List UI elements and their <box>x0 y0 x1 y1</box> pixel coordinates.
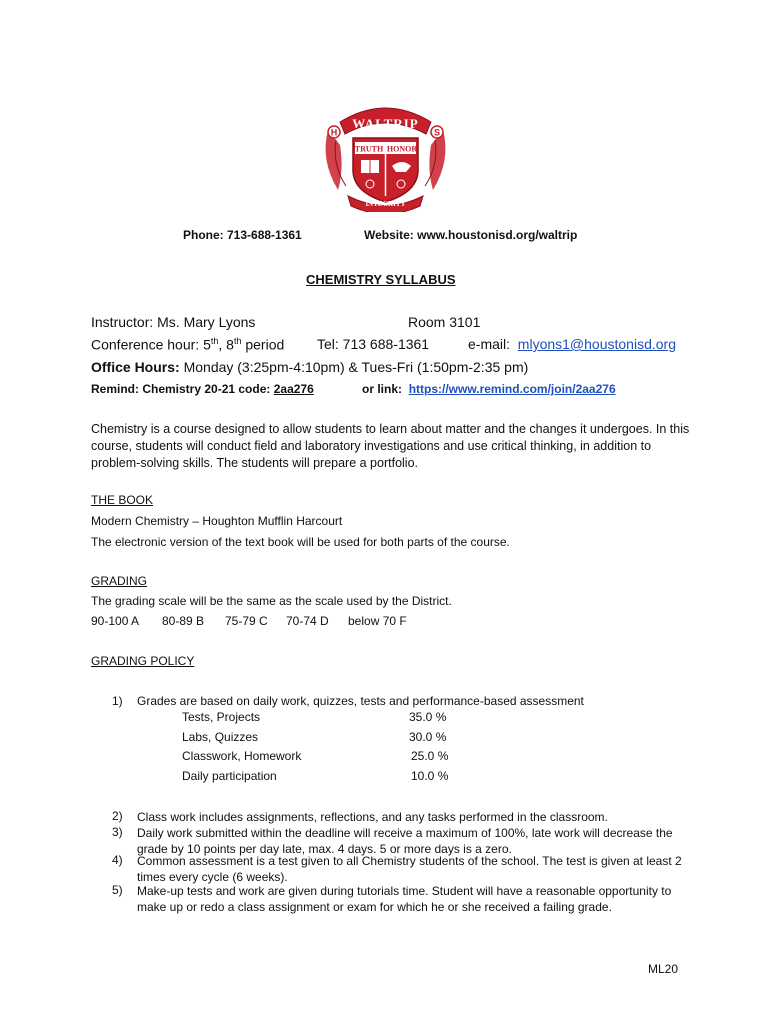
list-item: Grades are based on daily work, quizzes, tests and performance-based assessment <box>137 694 584 708</box>
remind-link-label: or link: <box>362 382 403 396</box>
crest-motto-truth: TRUTH <box>354 144 384 154</box>
list-item: Daily work submitted within the deadline will receive a maximum of 100%, late work will decrease the grade by 10 points per day late, max. 4 days. 5 or more days is a zero. <box>137 826 673 856</box>
weight-label: Daily participation <box>182 769 277 783</box>
weight-label: Labs, Quizzes <box>182 730 259 744</box>
weight-value: 35.0 % <box>409 710 447 724</box>
conference-hour <box>91 336 284 353</box>
instructor-name: Instructor: Ms. Mary Lyons <box>91 314 256 330</box>
email-label: e-mail: <box>468 336 511 352</box>
office-hours <box>91 359 528 375</box>
conference-hour-suffix: period <box>241 336 285 353</box>
school-crest-logo <box>318 100 453 212</box>
conference-sup-2: th <box>233 336 242 346</box>
grade-scale-b: 80-89 B <box>162 614 205 628</box>
conference-sup-1: th <box>210 336 219 346</box>
crest-school-name: WALTRIP <box>352 116 419 131</box>
section-heading-grading: GRADING <box>91 574 148 588</box>
grade-scale-a: 90-100 A <box>91 614 140 628</box>
weight-value: 30.0 % <box>409 730 447 744</box>
footer-code: ML20 <box>648 962 679 976</box>
remind-code: 2aa276 <box>273 382 314 396</box>
list-number: 1) <box>112 694 123 708</box>
book-note: The electronic version of the text book will be used for both parts of the course. <box>91 535 510 549</box>
room-number: Room 3101 <box>408 314 481 330</box>
list-number: 4) <box>112 853 123 867</box>
list-item: Class work includes assignments, reflections, and any tasks performed in the classroom. <box>137 810 608 824</box>
office-hours-value: Monday (3:25pm-4:10pm) & Tues-Fri (1:50pm-2:35 pm) <box>183 359 529 375</box>
list-item: Make-up tests and work are given during tutorials time. Student will have a reasonable opportunity to make up or redo a class assignment or exam for which he or she received a failing grade. <box>137 884 672 914</box>
list-number: 2) <box>112 809 123 823</box>
course-description: Chemistry is a course designed to allow students to learn about matter and the changes it undergoes. In this course, students will conduct field and laboratory investigations and use critical thinking, in addition to problem-solving skills. The students will prepare a portfolio. <box>91 422 690 470</box>
grade-scale-f: below 70 F <box>348 614 407 628</box>
remind-label: Remind: Chemistry 20-21 code: <box>91 382 271 396</box>
crest-letter-h: H <box>330 127 338 138</box>
conference-hour-mid: , 8 <box>218 336 234 353</box>
list-number: 3) <box>112 825 123 839</box>
page-title: CHEMISTRY SYLLABUS <box>306 272 456 287</box>
office-hours-label: Office Hours: <box>91 359 180 375</box>
conference-hour-text: Conference hour: 5 <box>91 336 211 353</box>
crest-letter-s: S <box>433 127 441 138</box>
email-line <box>468 336 676 352</box>
section-heading-book: THE BOOK <box>91 493 154 507</box>
grade-scale-c: 75-79 C <box>225 614 268 628</box>
remind-link-line <box>362 382 616 396</box>
crest-motto-integrity: INTEGRITY <box>365 200 406 208</box>
weight-label: Classwork, Homework <box>182 749 302 763</box>
weight-value: 25.0 % <box>411 749 449 763</box>
remind-link[interactable]: https://www.remind.com/join/2aa276 <box>408 382 616 396</box>
section-heading-grading-policy: GRADING POLICY <box>91 654 195 668</box>
list-item: Common assessment is a test given to all Chemistry students of the school. The test is given at least 2 times every cycle (6 weeks). <box>137 854 682 884</box>
grade-scale-d: 70-74 D <box>286 614 329 628</box>
grading-scale-note: The grading scale will be the same as the scale used by the District. <box>91 594 452 608</box>
weight-label: Tests, Projects <box>182 710 261 724</box>
email-link[interactable]: mlyons1@houstonisd.org <box>517 336 676 352</box>
phone-number: Phone: 713-688-1361 <box>183 228 302 242</box>
weight-value: 10.0 % <box>411 769 449 783</box>
website: Website: www.houstonisd.org/waltrip <box>364 228 578 242</box>
crest-motto-honor: HONOR <box>386 144 418 154</box>
remind-info <box>91 382 314 396</box>
book-title: Modern Chemistry – Houghton Mufflin Harcourt <box>91 514 343 528</box>
list-number: 5) <box>112 883 123 897</box>
telephone: Tel: 713 688-1361 <box>317 336 430 352</box>
